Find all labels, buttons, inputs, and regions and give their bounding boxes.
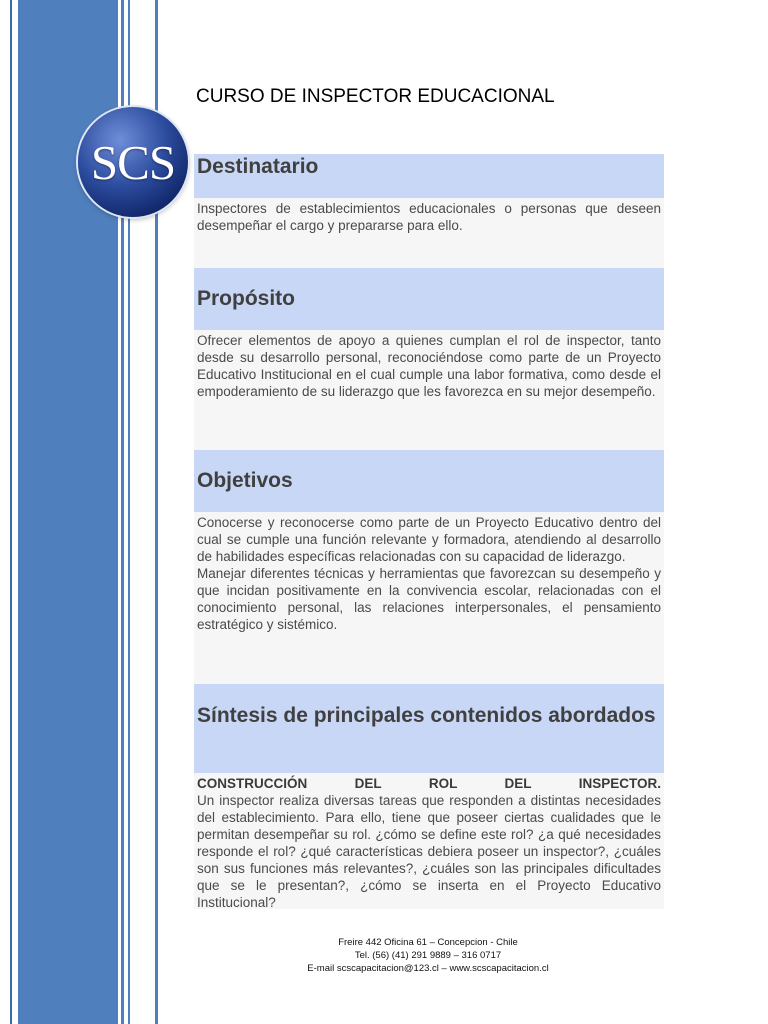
section-heading: Destinatario (194, 154, 664, 198)
section-paragraph: Un inspector realiza diversas tareas que responden a distintas necesidades del establecimiento. Para ello, tiene que poseer ciertas cualidades que le permitan desempeñar su rol. ¿cómo se define este rol? ¿a qué necesidades responde el rol? ¿qué características debiera poseer un inspector?, ¿cuáles son sus funciones más relevantes?, ¿cuáles son las principales dificultades que se le presentan?, ¿cómo se inserta en el Proyecto Educativo Institucional? (197, 793, 661, 910)
scs-logo (78, 107, 188, 217)
section-body (194, 330, 664, 450)
section-subheading: CONSTRUCCIÓN DEL ROL DEL INSPECTOR. (197, 776, 661, 791)
section-sintesis (194, 684, 664, 909)
section-heading: Propósito (194, 268, 664, 330)
page-title: CURSO DE INSPECTOR EDUCACIONAL (196, 86, 555, 107)
section-destinatario (194, 154, 664, 268)
section-body (194, 773, 664, 909)
section-heading: Síntesis de principales contenidos abordados (194, 684, 664, 773)
footer-phone: Tel. (56) (41) 291 9889 – 316 0717 (354, 950, 502, 961)
footer-address: Freire 442 Oficina 61 – Concepcion - Chile (338, 937, 518, 948)
section-proposito (194, 268, 664, 450)
section-objetivos (194, 450, 664, 684)
footer-contact (200, 936, 656, 975)
section-paragraph: Inspectores de establecimientos educacionales o personas que deseen desempeñar el cargo y prepararse para ello. (197, 201, 661, 233)
section-paragraph: Conocerse y reconocerse como parte de un Proyecto Educativo dentro del cual se cumple una función relevante y formadora, atendiendo al desarrollo de habilidades específicas relacionadas con su capacidad de liderazgo. (197, 515, 661, 564)
section-heading: Objetivos (194, 450, 664, 512)
section-paragraph: Ofrecer elementos de apoyo a quienes cumplan el rol de inspector, tanto desde su desarrollo personal, reconociéndose como parte de un Proyecto Educativo Institucional en el cual cumple una labor formativa, como desde el empoderamiento de su liderazgo que les favorezca en su mejor desempeño. (197, 333, 661, 399)
footer-email-web: E-mail scscapacitacion@123.cl – www.scscapacitacion.cl (307, 963, 549, 974)
logo-text: SCS (90, 134, 176, 190)
section-paragraph: Manejar diferentes técnicas y herramientas que favorezcan su desempeño y que incidan positivamente en la convivencia escolar, relacionadas con el conocimiento personal, las relaciones interpersonales, el pensamiento estratégico y sistémico. (197, 566, 661, 632)
decorative-stripe-dark (10, 0, 12, 1024)
section-body (194, 198, 664, 268)
section-body (194, 512, 664, 684)
